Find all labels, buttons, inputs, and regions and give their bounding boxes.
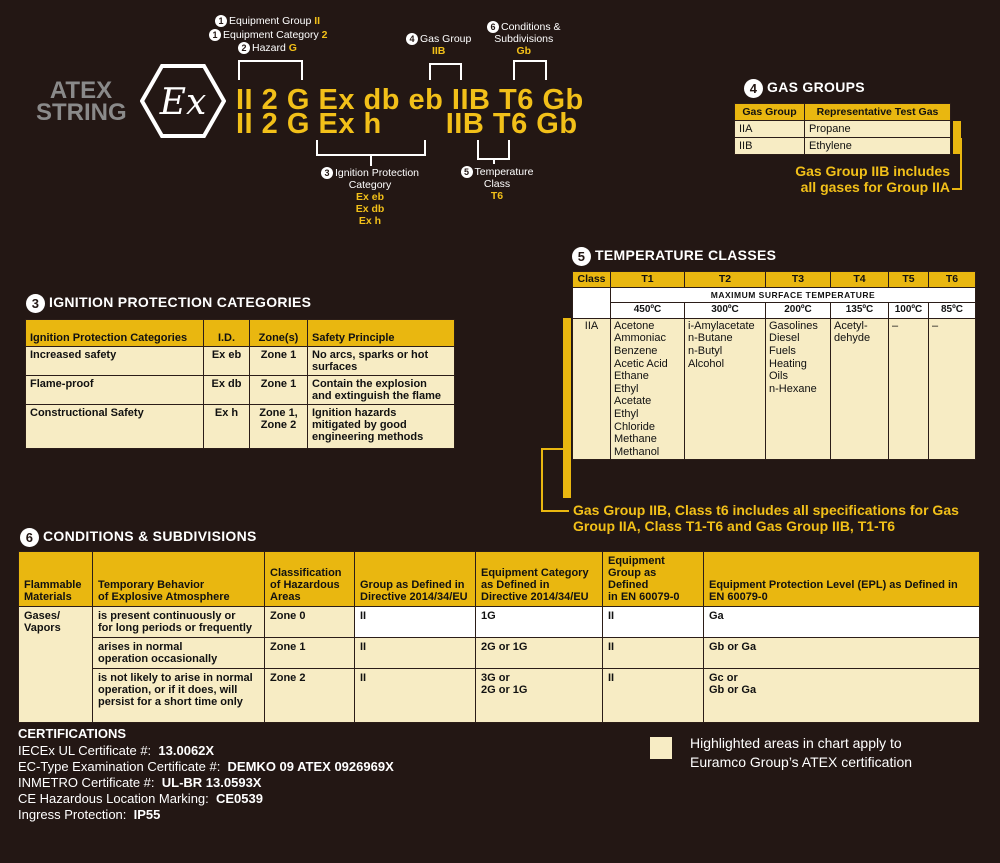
certifications xyxy=(18,726,394,823)
conditions-table: Flammable Materials Temporary Behavior of Explosive Atmosphere Classification of Hazardous Areas Group as Defined in Directive 2014/34/EU Equipment Category as Defined in Directive 2014/34/EU Equipment Group as Defined in EN 60079-0 Equipment Protection Level (EPL) as Defined in EN 60079-0 Gases/ Vapors is present continuously or for long periods or frequently Zone 0 II 1G II Ga arises in normal operation occasionally Zone 1 II 2G or 1G II Gb or Ga is not likely to arise in normal operation, or if it does, will persist for a short time only Zone 2 II 3G or 2G or 1G II Gc or Gb or Ga xyxy=(18,551,980,723)
cert-line: Ingress Protection: IP55 xyxy=(18,807,161,822)
table-row: IIA Propane xyxy=(735,121,951,138)
material-cell: Gases/ Vapors xyxy=(19,607,93,723)
legend-text: Highlighted areas in chart apply to Euramco Group’s ATEX certification xyxy=(690,735,913,770)
table-row: arises in normal operation occasionally Zone 1 II 2G or 1G II Gb or Ga xyxy=(19,638,980,669)
ex-hexagon-logo xyxy=(140,64,226,138)
table-row: IIA Acetone Ammoniac Benzene Acetic Acid Ethane Ethyl Acetate Ethyl Chloride Methane Methanol i-Amylacetate n-Butane n-Butyl Alcohol Gasolines Diesel Fuels Heating Oils n-Hexane Acetyl- dehyde – – xyxy=(573,318,976,460)
table-row: Gases/ Vapors is present continuously or for long periods or frequently Zone 0 II 1G II Ga xyxy=(19,607,980,638)
temperature-classes-title: 5 TEMPERATURE CLASSES xyxy=(572,247,776,266)
ignition-table: Ignition Protection Categories I.D. Zone(s) Safety Principle Increased safety Ex eb Zone 1 No arcs, sparks or hot surfaces Flame-proof Ex db Zone 1 Contain the explosion and extinguish the flame Constructional Safety Ex h Zone 1, Zone 2 Ignition hazards mitigated by good engineering methods xyxy=(25,319,455,449)
temp-connector-v xyxy=(541,448,543,511)
cert-line: CE Hazardous Location Marking: CE0539 xyxy=(18,791,263,806)
bracket-conditions xyxy=(513,60,547,80)
gas-groups-table xyxy=(734,103,951,155)
temp-connector-h2 xyxy=(541,510,569,512)
cert-line: EC-Type Examination Certificate #: DEMKO 09 ATEX 0926969X xyxy=(18,759,394,774)
temp-marker-bar xyxy=(563,318,571,498)
table-row: Constructional Safety Ex h Zone 1, Zone 2 Ignition hazards mitigated by good engineering methods xyxy=(26,405,455,449)
gas-groups-connector-h xyxy=(952,188,962,190)
ex-logo-text: Ex xyxy=(159,82,207,123)
gas-header-test-gas: Representative Test Gas xyxy=(805,104,951,121)
callout-equipment-category: 1 Equipment Category 2 xyxy=(209,29,328,41)
conditions-title: 6 CONDITIONS & SUBDIVISIONS xyxy=(20,528,257,547)
callout-gas-group: 4 Gas Group IIB xyxy=(406,33,471,57)
table-row: is not likely to arise in normal operation, or if it does, will persist for a short time only Zone 2 II 3G or 2G or 1G II Gc or Gb or Ga xyxy=(19,669,980,723)
bracket-temperature xyxy=(477,140,510,160)
callout-ignition: 3 Ignition Protection Category Ex eb Ex db Ex h xyxy=(314,167,426,227)
callout-temperature: 5 Temperature Class T6 xyxy=(452,166,542,202)
temp-connector-h1 xyxy=(541,448,563,450)
callout-equipment-group: 1 Equipment Group II xyxy=(215,15,320,27)
bracket-gas-group xyxy=(429,63,462,80)
cert-line: INMETRO Certificate #: UL-BR 13.0593X xyxy=(18,775,262,790)
legend-swatch xyxy=(650,737,672,759)
bracket-equipment xyxy=(238,60,303,80)
atex-label: ATEX STRING xyxy=(36,77,127,126)
gas-groups-title: 4 GAS GROUPS xyxy=(744,79,865,98)
table-row: Flame-proof Ex db Zone 1 Contain the explosion and extinguish the flame xyxy=(26,376,455,405)
gas-groups-note: Gas Group IIB includes all gases for Group IIA xyxy=(795,163,950,195)
table-row: Increased safety Ex eb Zone 1 No arcs, sparks or hot surfaces xyxy=(26,347,455,376)
table-row: IIB Ethylene xyxy=(735,138,951,155)
gas-header-group: Gas Group xyxy=(735,104,805,121)
bracket-ignition-stem xyxy=(370,154,372,166)
gas-groups-connector-v xyxy=(960,138,962,190)
atex-code-line-2: II 2 G Ex h IIB T6 Gb xyxy=(236,108,578,140)
callout-hazard: 2 Hazard G xyxy=(238,42,297,54)
max-surface-temp-label: MAXIMUM SURFACE TEMPERATURE xyxy=(611,287,976,303)
callout-conditions: 6 Conditions & Subdivisions Gb xyxy=(487,21,561,57)
cert-line: IECEx UL Certificate #: 13.0062X xyxy=(18,743,215,758)
certifications-title: CERTIFICATIONS xyxy=(18,726,127,741)
atex-code-line-1: II 2 G Ex db eb IIB T6 Gb xyxy=(236,84,584,116)
ignition-title: 3 IGNITION PROTECTION CATEGORIES xyxy=(26,294,311,313)
temperature-classes-table: Class T1 T2 T3 T4 T5 T6 MAXIMUM SURFACE TEMPERATURE 450ºC 300ºC 200ºC 135ºC 100ºC 85ºC IIA Acetone Ammoniac Benzene Acetic Acid Ethane Ethyl Acetate Ethyl Chloride Methane Methanol i-Amylacetate n-Butane n-Butyl Alcohol Gasolines Diesel Fuels Heating Oils n-Hexane Acetyl- dehyde – – xyxy=(572,271,976,460)
temperature-classes-note: Gas Group IIB, Class t6 includes all specifications for Gas Group IIA, Class T1-T6 and Gas Group IIB, T1-T6 xyxy=(573,502,959,534)
bracket-temperature-stem xyxy=(493,158,495,164)
